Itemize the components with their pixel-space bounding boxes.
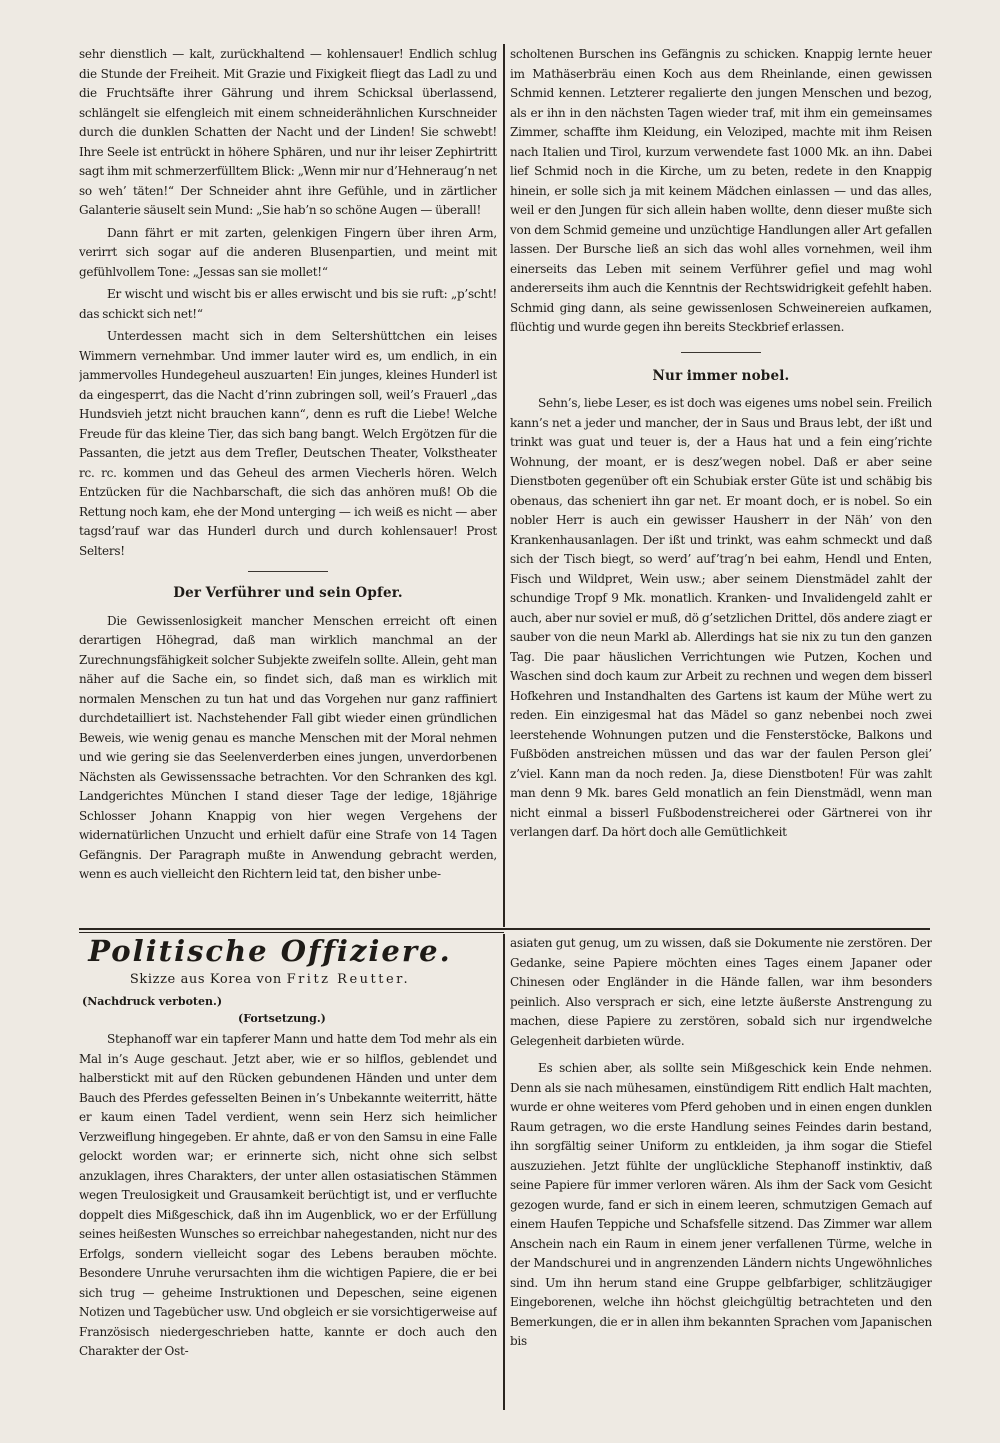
- paragraph: Dann fährt er mit zarten, gelenkigen Fingern über ihren Arm, verirrt sich sogar auf die anderen Blusenpartien, und meint mit gefühlvollem Tone: „Jessas san sie mollet!“: [79, 225, 497, 279]
- section-rule: [79, 932, 504, 933]
- story-left-column: [79, 1030, 497, 1410]
- section-rule: [79, 928, 930, 930]
- column-rule: [503, 934, 505, 1410]
- paragraph: Es schien aber, als sollte sein Mißgeschick kein Ende nehmen. Denn als sie nach mühesamen, einstündigem Ritt endlich Halt machten, wurde er ohne weiteres vom Pferd gehoben und in einen engen dunklen Raum getragen, wo die erste Handlung seines Feindes darin bestand, ihn sorgfältig seiner Uniform zu entkleiden, ja ihm sogar die Stiefel auszuziehen. Jetzt fühlte der unglückliche Stephanoff instinktiv, daß seine Papiere für immer verloren wären. Als ihm der Sack vom Gesicht gezogen wurde, fand er sich in einem leeren, schmutzigen Gemach auf einem Haufen Teppiche und Schafsfelle sitzend. Das Zimmer war allem Anschein nach ein Raum in einem jener verfallenen Türme, welche in der Mandschurei und in angrenzenden Ländern nichts Ungewöhnliches sind. Um ihn herum stand eine Gruppe gelbfarbiger, schlitzäugiger Eingeborenen, welche ihn höchst gleichgültig betrachteten und den Bemerkungen, die er in allen ihm bekannten Sprachen vom Japanischen bis: [510, 1061, 932, 1348]
- subtitle-prefix: Skizze aus Korea von: [129, 972, 282, 987]
- story-title: Politische Offiziere.: [88, 934, 452, 968]
- story-right-column: [510, 934, 932, 1410]
- paragraph: scholtenen Burschen ins Gefängnis zu schicken. Knappig lernte heuer im Mathäserbräu einen Koch aus dem Rheinlande, einen gewissen Schmid kennen. Letzterer regalierte den jungen Menschen und bezog, als er ihn in den nächsten Tagen wieder traf, mit ihm ein gemeinsames Zimmer, schaffte ihm Kleidung, ein Veloziped, machte mit ihm Reisen nach Italien und Tirol, kurzum verwendete fast 1000 Mk. an ihn. Dabei lief Schmid noch in die Kirche, um zu beten, redete in den Knappig hinein, er solle sich ja mit keinem Mädchen einlassen — und das alles, weil er den Jungen für sich allein haben wollte, denn dieser mußte sich von dem Schmid gemeine und unzüchtige Handlungen aller Art gefallen lassen. Der Bursche ließ an sich das wohl alles vornehmen, weil ihm einerseits das Leben mit seinem Verführer gefiel und mag wohl andererseits ihm auch die Kenntnis der Rechtswidrigkeit gefehlt haben. Schmid ging dann, als seine gewissenlosen Schweinereien aufkamen, flüchtig und wurde gegen ihn bereits Steckbrief erlassen.: [510, 47, 932, 334]
- paragraph: Unterdessen macht sich in dem Seltershüttchen ein leises Wimmern vernehmbar. Und immer lauter wird es, um endlich, in ein jammervolles Hundegeheul auszuarten! Ein junges, kleines Hunderl ist da eingesperrt, das die Nacht d’rinn zubringen soll, weil’s Frauerl „das Hundsvieh jetzt nicht brauchen kann“, denn es ruft die Liebe! Welche Freude für das kleine Tier, das sich bang bangt. Welch Ergötzen für die Passanten, die jetzt aus dem Trefler, Deutschen Theater, Volkstheater rc. rc. kommen und das Geheul des armen Viecherls hören. Welch Entzücken für die Nachbarschaft, die sich das anhören muß! Ob die Rettung noch kam, ehe der Mond unterging — ich weiß es nicht — aber tagsd’rauf war das Hunderl durch und durch kohlensauer! Prost Selters!: [79, 329, 497, 558]
- article-heading: Nur immer nobel.: [652, 367, 790, 384]
- article-heading: Der Verführer und sein Opfer.: [173, 585, 403, 601]
- right-upper-column: [510, 45, 932, 927]
- paragraph: asiaten gut genug, um zu wissen, daß sie Dokumente nie zerstören. Der Gedanke, seine Papiere möchten eines Tages einem Japaner oder Chinesen oder Engländer in die Hände fallen, war ihm besonders peinlich. Also versprach er sich, eine letzte äußerste Anstrengung zu machen, diese Papiere zu zerstören, sobald sich nur irgendwelche Gelegenheit darbieten würde.: [510, 936, 932, 1048]
- continuation-note: (Fortsetzung.): [238, 1012, 326, 1025]
- author-name: Fritz Reutter.: [286, 972, 411, 987]
- paragraph: Sehn’s, liebe Leser, es ist doch was eigenes ums nobel sein. Freilich kann’s net a jeder und mancher, der in Saus und Braus lebt, der ißt und trinkt was guat und teuer is, der a Haus hat und a fein eing’richte Wohnung, der moant, er is desz’wegen nobel. Daß er aber seine Dienstboten gegenüber oft ein Schubiak erster Güte ist und schäbig bis obenaus, das scheniert ihn gar net. Er moant doch, er is nobel. So ein nobler Herr is auch ein gewisser Hausherr in der Näh’ von den Krankenhausanlagen. Der ißt und trinkt, was eahm schmeckt und daß sich der Tisch biegt, so werd’ auf’trag’n bei eahm, Hendl und Enten, Fisch und Wildpret, Wein usw.; aber seinem Dienstmädel zahlt der schundige Tropf 9 Mk. monatlich. Kranken- und Invalidengeld zahlt er auch, aber nur soviel er muß, dö g’setzlichen Drittel, dös andere ziagt er sauber von die neun Markl ab. Allerdings hat sie nix zu tun den ganzen Tag. Die paar häuslichen Verrichtungen wie Putzen, Kochen und Waschen sind doch kaum zur Arbeit zu rechnen und wegen dem bisserl Hofkehren und Instandhalten des Gartens ist kaum der Mühe wert zu reden. Ein einzigesmal hat das Mädel so ganz nebenbei noch zwei leerstehende Wohnungen putzen und die Fensterstöcke, Balkons und Fußböden anstreichen müssen und das war der faulen Person glei’ z’viel. Kann man da noch reden. Ja, diese Dienstboten! Für was zahlt man denn 9 Mk. bares Geld monatlich an fein Dienstmädl, wenn man nicht einmal a bisserl Fußbodenstreicherei oder Gärtnerei von ihr verlangen darf. Da hört doch alle Gemütlichkeit: [510, 396, 932, 839]
- left-upper-column: [79, 45, 497, 927]
- paragraph: Die Gewissenlosigkeit mancher Menschen erreicht oft einen derartigen Höhegrad, daß man wirklich manchmal an der Zurechnungsfähigkeit solcher Subjekte zweifeln sollte. Allein, geht man näher auf die Sache ein, so findet sich, daß man es wirklich mit normalen Menschen zu tun hat und das Vorgehen nur ganz raffiniert durchdetailliert ist. Nachstehender Fall gibt wieder einen gründlichen Beweis, wie wenig genau es manche Menschen mit der Moral nehmen und wie gering sie das Seelenverderben eines jungen, unverdorbenen Nächsten als Gewissenssache betrachten. Vor den Schranken des kgl. Landgerichtes München I stand dieser Tage der ledige, 18jährige Schlosser Johann Knappig von hier wegen Vergehens der widernatürlichen Unzucht und erhielt dafür eine Strafe von 14 Tagen Gefängnis. Der Paragraph mußte in Anwendung gebracht werden, wenn es auch vielleicht den Richtern leid tat, den bisher unbe-: [79, 613, 497, 881]
- section-divider: [681, 352, 761, 353]
- paragraph: Stephanoff war ein tapferer Mann und hatte dem Tod mehr als ein Mal in’s Auge geschaut. Jetzt aber, wie er so hilflos, geblendet und halberstickt mit auf den Rücken gebundenen Händen und unter dem Bauch des Pferdes gefesselten Beinen in’s Unbekannte weiterritt, hätte er kaum einen Tadel verdient, wenn sein Herz sich heimlicher Verzweiflung hingegeben. Er ahnte, daß er von den Samsu in eine Falle gelockt worden war; er erinnerte sich, nicht ohne sich selbst anzuklagen, ihres Charakters, der unter allen ostasiatischen Stämmen wegen Treulosigkeit und Grausamkeit berüchtigt ist, und er verfluchte doppelt dies Mißgeschick, daß ihn im Augenblick, wo er der Erfüllung seines heißesten Wunsches so erreichbar nahegestanden, nicht nur des Erfolgs, sondern vielleicht sogar des Lebens berauben möchte. Besondere Unruhe verursachten ihm die wichtigen Papiere, die er bei sich trug — geheime Instruktionen und Depeschen, seine eigenen Notizen und Tagebücher usw. Und obgleich er sie vorsichtigerweise auf Französisch niedergeschrieben hatte, kannte er doch auch den Charakter der Ost-: [79, 1032, 497, 1358]
- column-rule: [503, 44, 505, 927]
- paragraph: sehr dienstlich — kalt, zurückhaltend — kohlensauer! Endlich schlug die Stunde der Freiheit. Mit Grazie und Fixigkeit fliegt das Ladl zu und die Fruchtsäfte ihrer Gährung und ihrem Schicksal überlassend, schlängelt sie elfengleich mit einem schneiderähnlichen Kurschneider durch die dunklen Schatten der Nacht und der Linden! Sie schwebt! Ihre Seele ist entrückt in höhere Sphären, und nur ihr leiser Zephirtritt sagt ihm mit schmerzerfülltem Blick: „Wenn mir nur d’Hehneraug’n net so weh’ täten!“ Der Schneider ahnt ihre Gefühle, und in zärtlicher Galanterie säuselt sein Mund: „Sie hab’n so schöne Augen — überall!: [79, 47, 497, 217]
- story-subtitle: [40, 972, 500, 987]
- paragraph: Er wischt und wischt bis er alles erwischt und bis sie ruft: „p’scht! das schickt sich net!“: [79, 287, 497, 321]
- section-divider: [248, 571, 328, 572]
- reprint-note: (Nachdruck verboten.): [82, 995, 223, 1008]
